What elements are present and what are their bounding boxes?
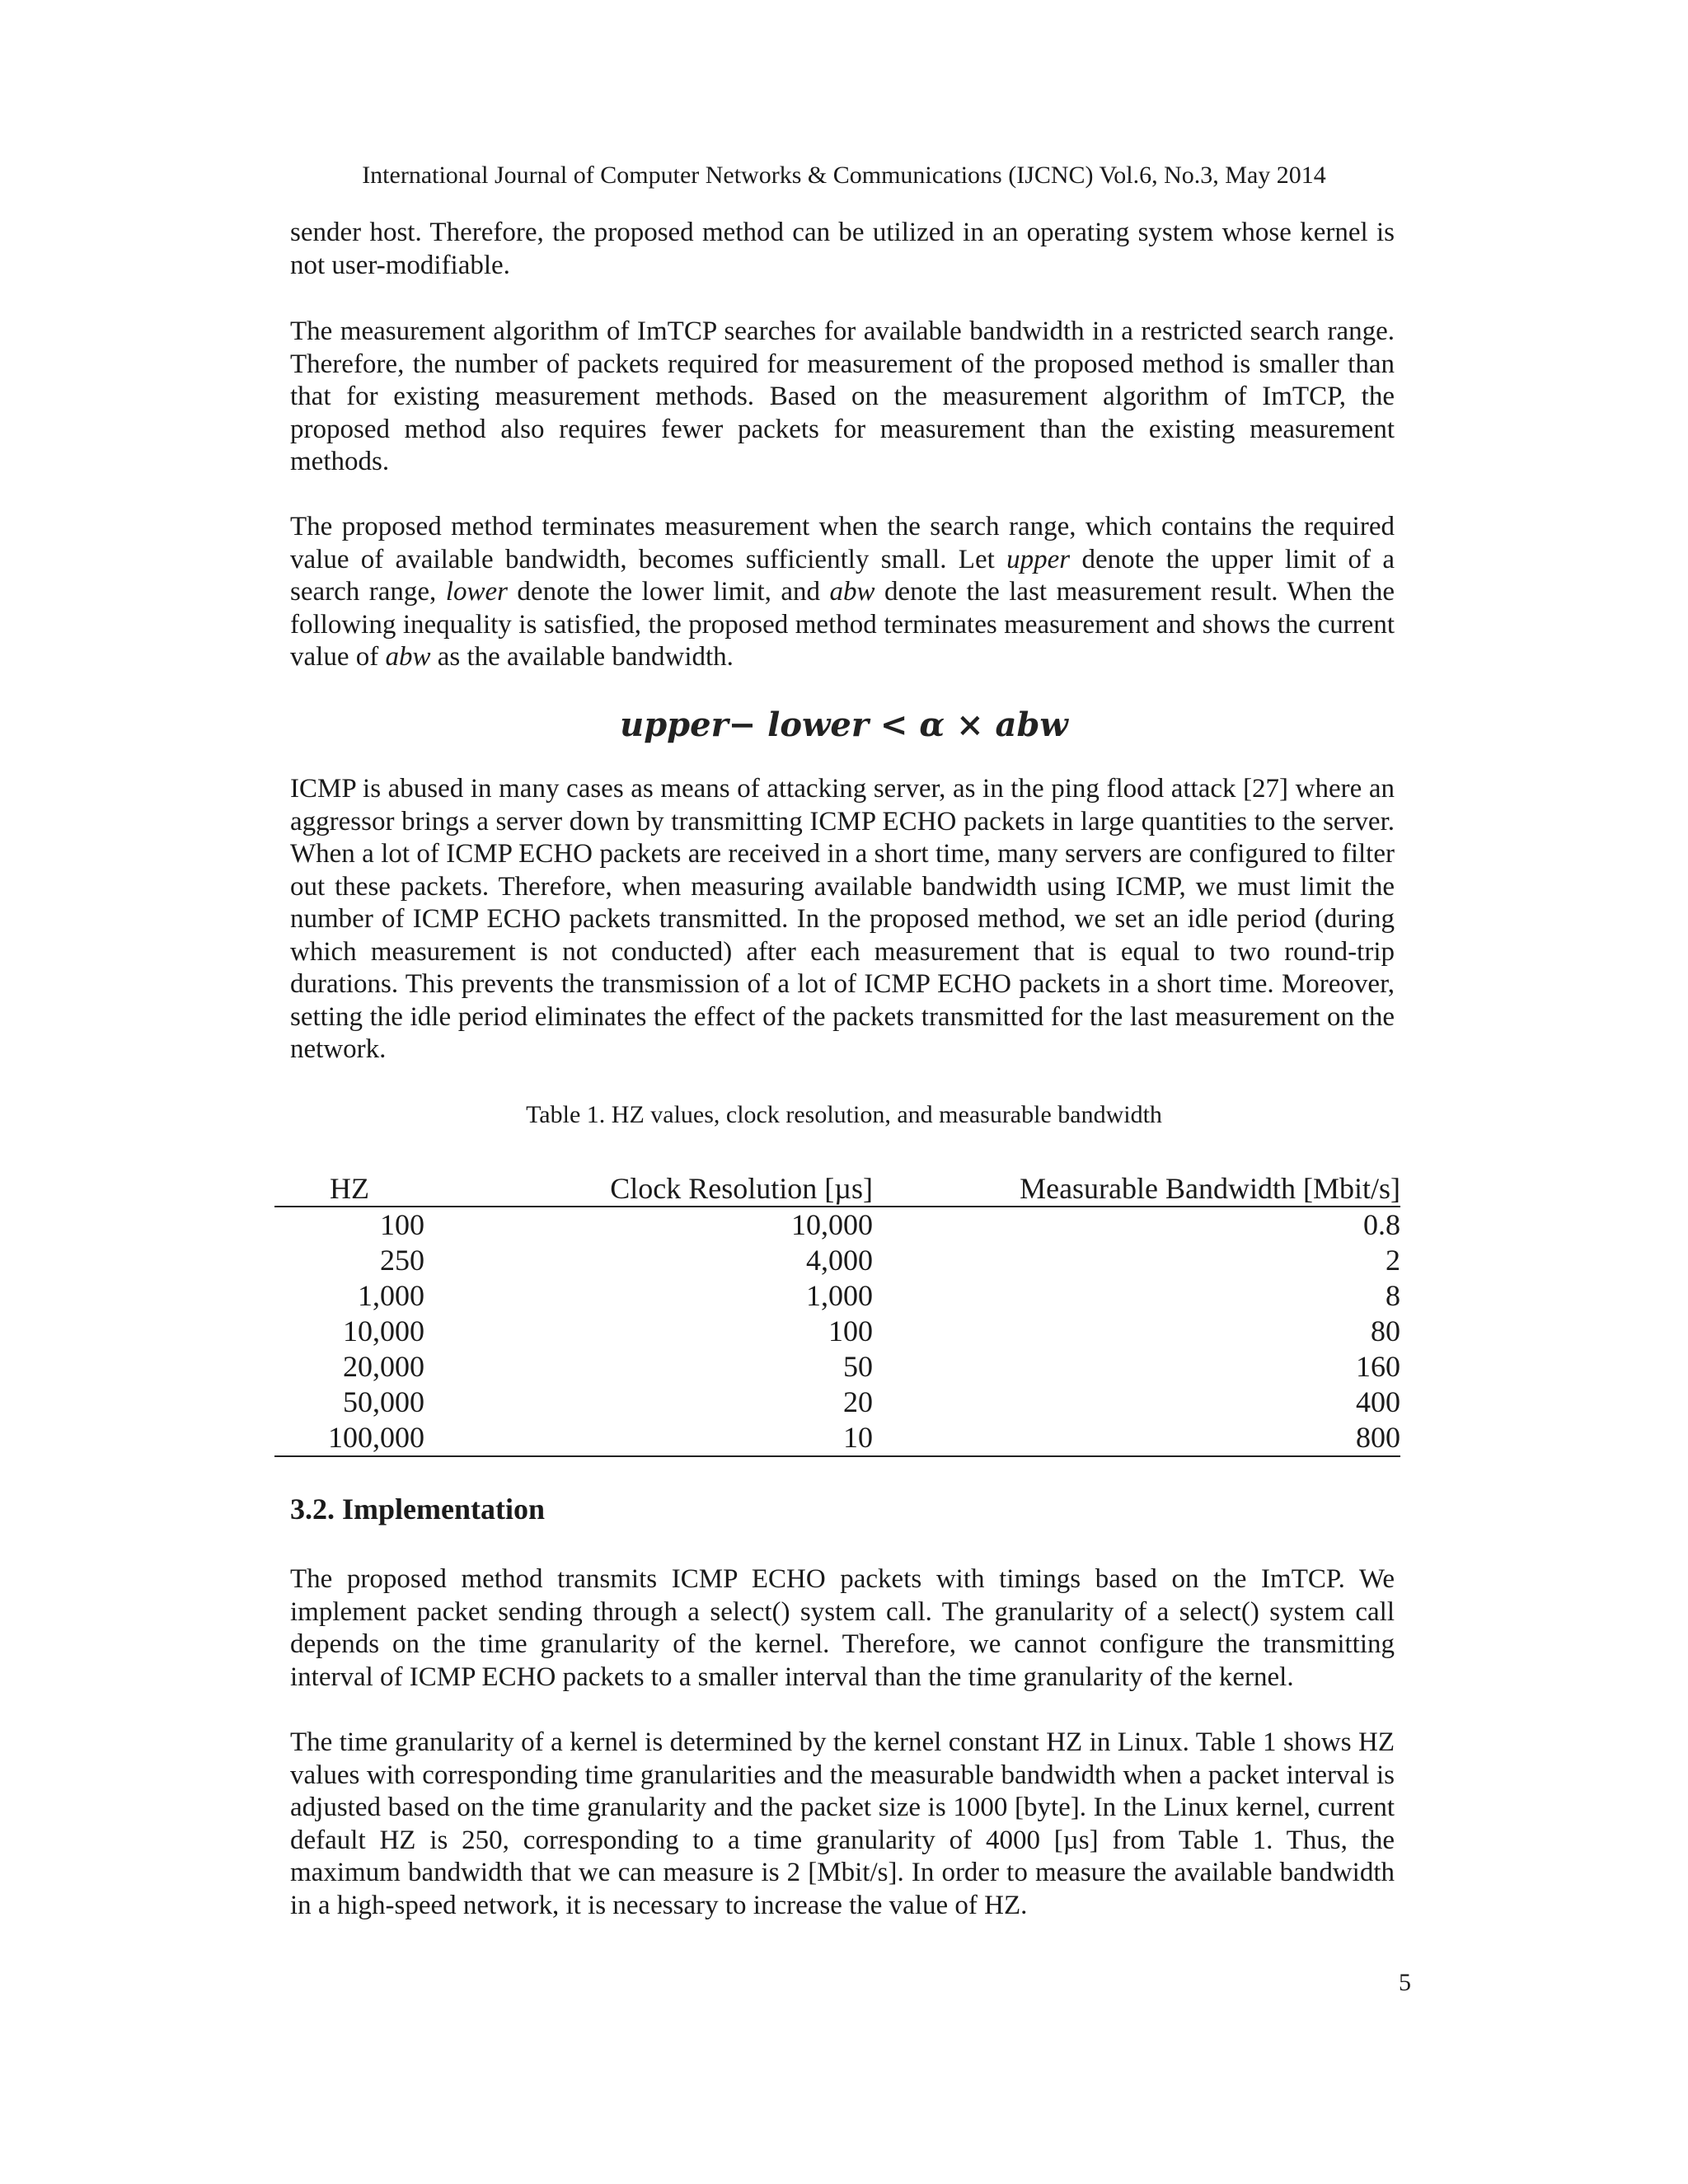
eq-abw: abw <box>995 705 1068 744</box>
cell-clock-resolution: 100 <box>828 1315 873 1347</box>
paragraph-3-part-5: as the available bandwidth. <box>430 642 734 672</box>
eq-lower: lower <box>767 705 869 744</box>
term-lower: lower <box>445 577 508 607</box>
eq-times: × <box>956 705 984 744</box>
cell-hz: 50,000 <box>343 1385 424 1418</box>
table-row <box>274 1207 1400 1243</box>
table-row <box>274 1349 1400 1385</box>
paragraph-termination <box>290 511 1395 674</box>
cell-clock-resolution: 50 <box>843 1350 873 1383</box>
running-header: International Journal of Computer Networks & Communications (IJCNC) Vol.6, No.3, May 2014 <box>362 162 1326 189</box>
paragraph-4: ICMP is abused in many cases as means of attacking server, as in the ping flood attack [27] where an aggressor brings a server down by transmitting ICMP ECHO packets in large quantities to the server. When a lot of ICMP ECHO packets are received in a short time, many servers are configured to filter out these packets. Therefore, when measuring available bandwidth using ICMP, we must limit the number of ICMP ECHO packets transmitted. In the proposed method, we set an idle period (during which measurement is not conducted) after each measurement that is equal to two round-trip durations. This prevents the transmission of a lot of ICMP ECHO packets in a short time. Moreover, setting the idle period eliminates the effect of the packets transmitted for the last measurement on the network. <box>290 774 1395 1064</box>
paragraph-continuation <box>290 217 1395 282</box>
eq-alpha: α <box>919 705 945 744</box>
cell-hz: 1,000 <box>358 1279 424 1312</box>
cell-bandwidth: 0.8 <box>1363 1208 1400 1241</box>
cell-hz: 20,000 <box>343 1350 424 1383</box>
table-row <box>274 1385 1400 1420</box>
termination-inequality <box>0 705 1688 746</box>
eq-minus: − <box>728 705 757 744</box>
paragraph-6: The time granularity of a kernel is determined by the kernel constant HZ in Linux. Table 1 shows HZ values with corresponding time granularities and the measurable bandwidth when a packet interval is adjusted based on the time granularity and the packet size is 1000 [byte]. In the Linux kernel, current default HZ is 250, corresponding to a time granularity of 4000 [µs] from Table 1. Thus, the maximum bandwidth that we can measure is 2 [Mbit/s]. In order to measure the available bandwidth in a high-speed network, it is necessary to increase the value of HZ. <box>290 1727 1395 1920</box>
paragraph-measurement-algorithm <box>290 316 1395 479</box>
section-heading: 3.2. Implementation <box>290 1493 545 1526</box>
cell-bandwidth: 2 <box>1386 1244 1400 1277</box>
paragraph-3-part-4: denote the last measurement result. When the following inequality is satisfied, the proposed method terminates measurement and shows the current value of <box>290 577 1395 672</box>
cell-clock-resolution: 10 <box>424 1420 873 1456</box>
paragraph-icmp <box>290 773 1395 1066</box>
cell-hz: 10,000 <box>343 1315 424 1347</box>
term-abw-2: abw <box>385 642 431 672</box>
paragraph-1: sender host. Therefore, the proposed method can be utilized in an operating system whose kernel is not user-modifiable. <box>290 218 1395 280</box>
term-abw: abw <box>829 577 875 607</box>
paragraph-implementation <box>290 1563 1395 1694</box>
term-upper: upper <box>1006 544 1071 574</box>
table-header-row <box>274 1166 1400 1207</box>
cell-bandwidth: 400 <box>1356 1385 1400 1418</box>
cell-clock-resolution: 10,000 <box>791 1208 873 1241</box>
cell-hz: 100,000 <box>274 1420 424 1456</box>
paragraph-5: The proposed method transmits ICMP ECHO packets with timings based on the ImTCP. We implement packet sending through a select() system call. The granularity of a select() system call depends on the time granularity of the kernel. Therefore, we cannot configure the transmitting interval of ICMP ECHO packets to a smaller interval than the time granularity of the kernel. <box>290 1564 1395 1692</box>
eq-upper: upper <box>620 705 729 744</box>
cell-bandwidth: 8 <box>1386 1279 1400 1312</box>
cell-hz: 250 <box>380 1244 424 1277</box>
eq-less-than: < <box>879 705 908 744</box>
header-measurable-bandwidth: Measurable Bandwidth [Mbit/s] <box>873 1166 1400 1207</box>
cell-hz: 100 <box>380 1208 424 1241</box>
table-row <box>274 1420 1400 1456</box>
cell-clock-resolution: 20 <box>843 1385 873 1418</box>
page-number: 5 <box>1399 1969 1411 1996</box>
table-caption: Table 1. HZ values, clock resolution, and measurable bandwidth <box>526 1101 1162 1128</box>
header-clock-resolution: Clock Resolution [µs] <box>424 1166 873 1207</box>
hz-table <box>274 1166 1400 1457</box>
table-row <box>274 1278 1400 1314</box>
paragraph-time-granularity <box>290 1727 1395 1922</box>
table-row <box>274 1314 1400 1349</box>
cell-clock-resolution: 1,000 <box>806 1279 873 1312</box>
header-hz: HZ <box>274 1166 424 1207</box>
paragraph-3-part-3: denote the lower limit, and <box>507 577 830 607</box>
cell-clock-resolution: 4,000 <box>806 1244 873 1277</box>
paragraph-3-part-1: The proposed method terminates measurement when the search range, which contains the required value of available bandwidth, becomes sufficiently small. Let <box>290 512 1395 574</box>
paragraph-3-part-2: denote the upper limit of a search range, <box>290 544 1395 607</box>
cell-bandwidth: 160 <box>1356 1350 1400 1383</box>
cell-bandwidth: 800 <box>873 1420 1400 1456</box>
table-row <box>274 1243 1400 1278</box>
paragraph-3 <box>290 511 1395 674</box>
cell-bandwidth: 80 <box>1371 1315 1400 1347</box>
paragraph-2: The measurement algorithm of ImTCP searches for available bandwidth in a restricted search range. Therefore, the number of packets required for measurement of the proposed method is smaller than that for existing measurement methods. Based on the measurement algorithm of ImTCP, the proposed method also requires fewer packets for measurement than the existing measurement methods. <box>290 316 1395 476</box>
